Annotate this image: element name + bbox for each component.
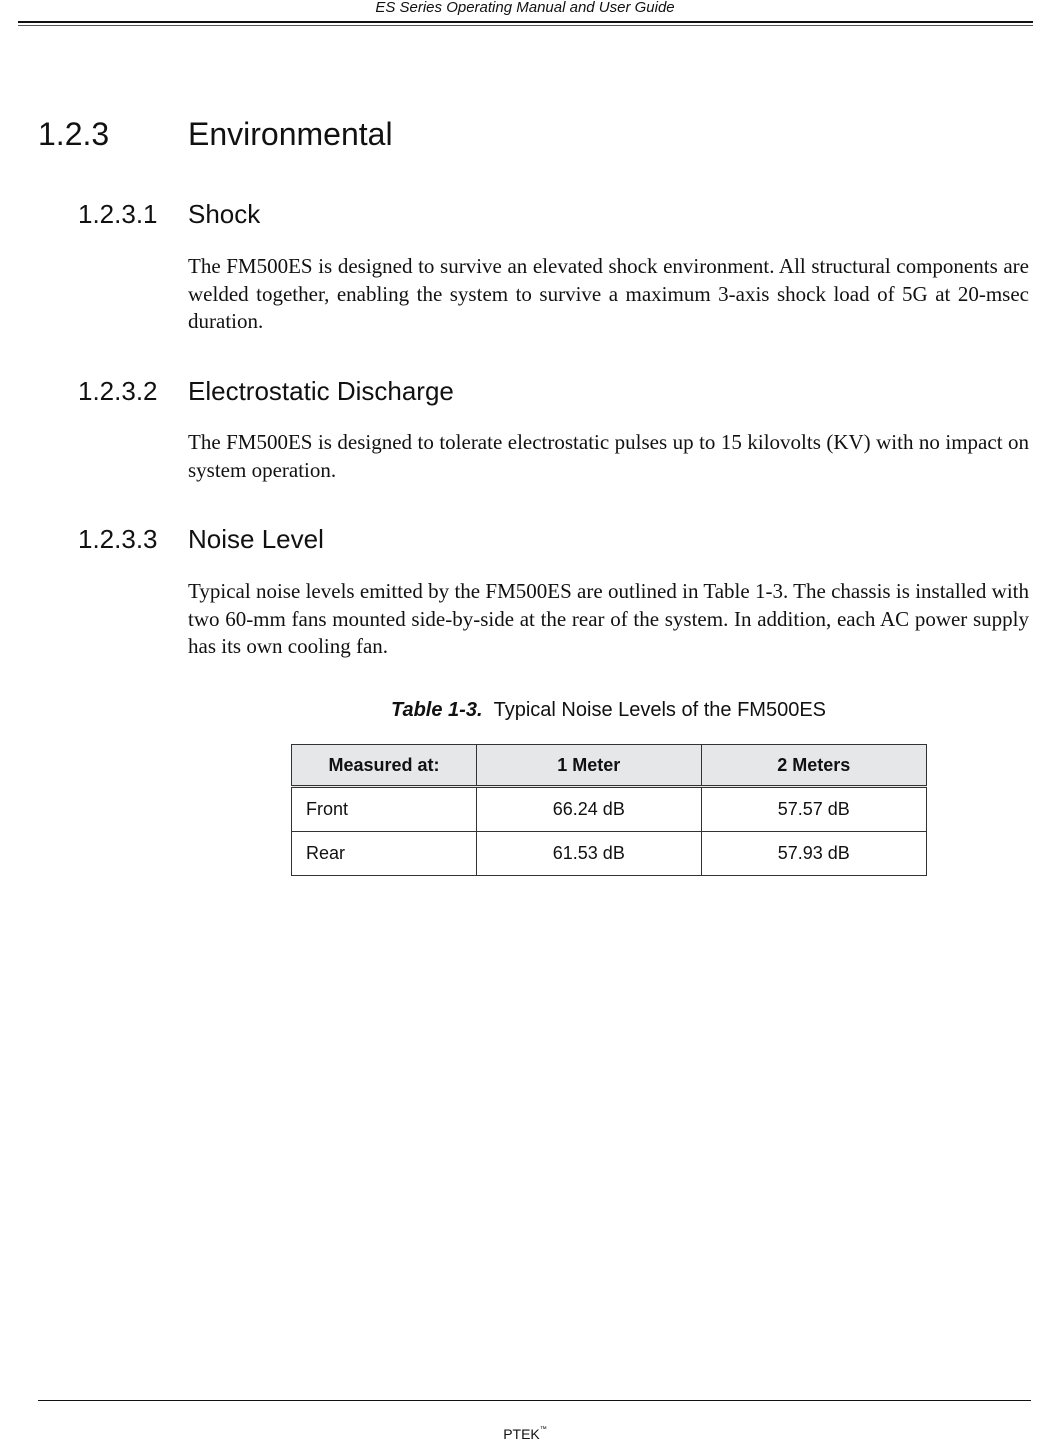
subsection-number-shock: 1.2.3.1 — [78, 199, 158, 229]
header-2-meters: 2 Meters — [701, 745, 927, 787]
table-caption-label: Table 1-3. — [390, 699, 483, 721]
cell-rear-2-meters: 57.93 dB — [701, 832, 927, 876]
subsection-title-noise: Noise Level — [188, 524, 324, 554]
footer-brand — [0, 1426, 1050, 1442]
cell-front-2-meters: 57.57 dB — [701, 787, 927, 832]
section-title: Environmental — [188, 116, 393, 152]
header-1-meter: 1 Meter — [477, 745, 701, 787]
header-rule-thin — [18, 25, 1033, 26]
cell-rear-1-meter: 61.53 dB — [477, 832, 701, 876]
esd-paragraph: The FM500ES is designed to tolerate electrostatic pulses up to 15 kilovolts (KV) with no impact on system operation. — [188, 430, 1029, 482]
row-label-front: Front — [292, 787, 477, 832]
row-label-rear: Rear — [292, 832, 477, 876]
noise-level-table — [291, 744, 927, 876]
footer-rule — [38, 1400, 1031, 1401]
footer-brand-name: PTEK — [503, 1426, 540, 1442]
table-row — [292, 832, 927, 876]
cell-front-1-meter: 66.24 dB — [477, 787, 701, 832]
table-row — [292, 787, 927, 832]
table-caption-text: Typical Noise Levels of the FM500ES — [493, 699, 827, 721]
header-rule — [18, 21, 1033, 23]
subsection-title-shock: Shock — [188, 199, 261, 229]
header-measured-at: Measured at: — [292, 745, 477, 787]
section-number: 1.2.3 — [38, 116, 110, 152]
running-header: ES Series Operating Manual and User Guide — [375, 0, 675, 16]
noise-paragraph: Typical noise levels emitted by the FM500ES are outlined in Table 1-3. The chassis is installed with two 60-mm fans mounted side-by-side at the rear of the system. In addition, each AC power supply has its own cooling fan. — [188, 579, 1029, 658]
subsection-number-noise: 1.2.3.3 — [78, 524, 158, 554]
table-caption — [0, 698, 1050, 722]
shock-paragraph: The FM500ES is designed to survive an elevated shock environment. All structural components are welded together, enabling the system to survive a maximum 3-axis shock load of 5G at 20-msec duration. — [188, 254, 1029, 333]
subsection-number-esd: 1.2.3.2 — [78, 376, 158, 406]
table-header-row — [292, 745, 927, 787]
subsection-title-esd: Electrostatic Discharge — [188, 376, 454, 406]
trademark-mark: ™ — [539, 1426, 547, 1433]
